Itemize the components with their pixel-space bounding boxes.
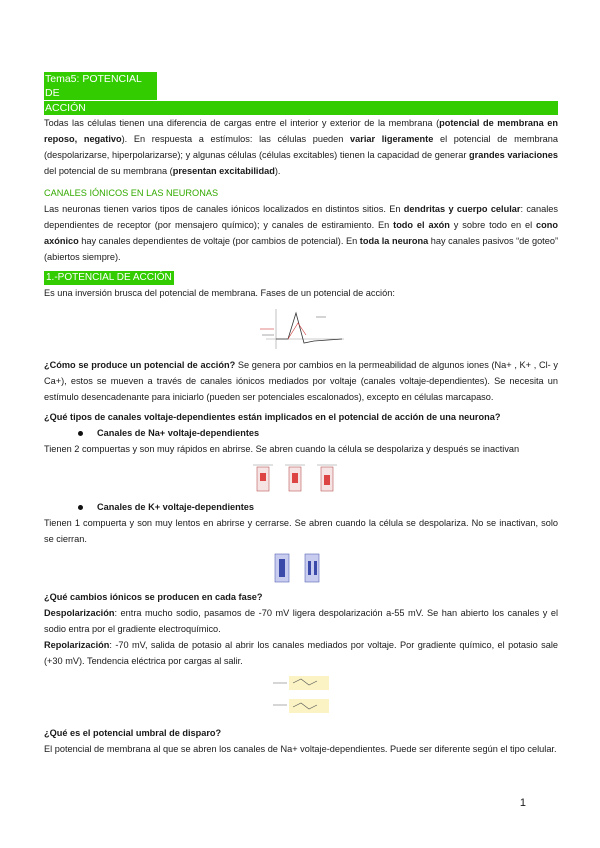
bullet-label: Canales de K+ voltaje-dependientes: [97, 502, 255, 512]
text-run: del potencial de su membrana (: [44, 166, 173, 176]
canales-paragraph: [44, 201, 558, 265]
na-channels-text: Tienen 2 compuertas y son muy rápidos en abrirse. Se abren cuando la célula se despolariza y después se inactivan: [44, 444, 520, 454]
question-4: ¿Qué es el potencial umbral de disparo?: [44, 728, 222, 738]
bullet-na-channels: [78, 425, 558, 441]
bold-run: cono axónico: [44, 220, 558, 246]
text-run: hay canales dependientes de voltaje (por cambios de potencial). En: [78, 236, 360, 246]
text-run: y sobre todo en el: [449, 220, 537, 230]
text-run: Las neuronas tienen varios tipos de canales iónicos localizados en distintos sitios. En: [44, 204, 404, 214]
bullet-k-channels: [78, 499, 558, 515]
title-line-1: Tema5: POTENCIAL DE: [44, 72, 157, 100]
bold-run: variar ligeramente: [350, 134, 434, 144]
umbral-paragraph: El potencial de membrana al que se abren los canales de Na+ voltaje-dependientes. Puede ser diferente según el tipo celular.: [44, 744, 557, 754]
question-1-title: ¿Cómo se produce un potencial de acción?: [44, 360, 236, 370]
page-title: [44, 72, 558, 115]
k-channels-figure: [44, 551, 558, 585]
ion-changes-diagram: [271, 673, 331, 721]
bold-run: toda la neurona: [359, 236, 429, 246]
title-line-2: ACCIÓN: [44, 101, 558, 115]
question-1-answer: Se genera por cambios en la permeabilidad de algunos iones (Na+ , K+ , Cl- y Ca+), estos se mueven a través de canales iónicos mediados por voltaje (canales voltaje-dependientes). Se necesita un estímulo desencadenante para iniciarlo (pueden ser potenciales escalonados), excepto en células marcapaso.: [44, 360, 558, 402]
question-1: [44, 357, 558, 405]
question-3: ¿Qué cambios iónicos se producen en cada fase?: [44, 592, 263, 602]
text-run: Todas las células tienen una diferencia de cargas entre el interior y exterior de la membrana (: [44, 118, 440, 128]
na-channels-figure: [44, 461, 558, 495]
bullet-label: Canales de Na+ voltaje-dependientes: [97, 428, 260, 438]
bold-run: dendritas y cuerpo celular: [403, 204, 521, 214]
k-channels-text: Tienen 1 compuerta y son muy lentos en abrirse y cerrarse. Se abren cuando la célula se despolariza. No se inactivan, solo se cierran.: [44, 518, 558, 544]
na-channel-states-diagram: [251, 461, 351, 495]
action-potential-graph: [256, 305, 346, 353]
question-2: ¿Qué tipos de canales voltaje-dependientes están implicados en el potencial de acción de una neurona?: [44, 412, 501, 422]
repolarizacion-label: Repolarización: [44, 640, 110, 650]
repolarizacion-paragraph: [44, 637, 558, 669]
text-run: ). En respuesta a estímulos: las células pueden: [121, 134, 351, 144]
page-content: [44, 72, 558, 757]
despolarizacion-label: Despolarización: [44, 608, 115, 618]
bold-run: potencial de membrana en reposo, negativo: [44, 118, 558, 144]
text-run: ).: [274, 166, 281, 176]
despolarizacion-paragraph: [44, 605, 558, 637]
text-run: el potencial de membrana (despolarizarse, hiperpolarizarse); y algunas células (células excitables) tienen la capacidad de generar: [44, 134, 558, 160]
bold-run: grandes variaciones: [469, 150, 558, 160]
canales-heading: CANALES IÓNICOS EN LAS NEURONAS: [44, 188, 219, 198]
repolarizacion-text: : -70 mV, salida de potasio al abrir los canales mediados por voltaje. Por gradiente químico, el potasio sale (+30 mV). Tendencia eléctrica por cargas al salir.: [44, 640, 558, 666]
k-channel-states-diagram: [271, 551, 331, 585]
intro-paragraph: [44, 115, 558, 179]
action-potential-figure: [44, 305, 558, 353]
bold-run: presentan excitabilidad: [172, 166, 275, 176]
text-run: : canales dependientes de receptor (por mensajero químico); y canales de estiramiento. En: [44, 204, 558, 230]
bold-run: todo el axón: [393, 220, 450, 230]
section-1-heading: 1.-POTENCIAL DE ACCIÓN: [46, 272, 172, 283]
section-1-intro: Es una inversión brusca del potencial de membrana. Fases de un potencial de acción:: [44, 288, 395, 298]
page-number: 1: [519, 797, 526, 809]
ion-changes-figure: [44, 673, 558, 721]
despolarizacion-text: : entra mucho sodio, pasamos de -70 mV ligera despolarización a-55 mV. Se han abierto los canales y el sodio entra por el gradiente electroquímico.: [44, 608, 558, 634]
text-run: hay canales pasivos “de goteo” (abiertos siempre).: [44, 236, 559, 262]
bullet-dot: [78, 505, 83, 510]
bullet-dot: [78, 431, 83, 436]
